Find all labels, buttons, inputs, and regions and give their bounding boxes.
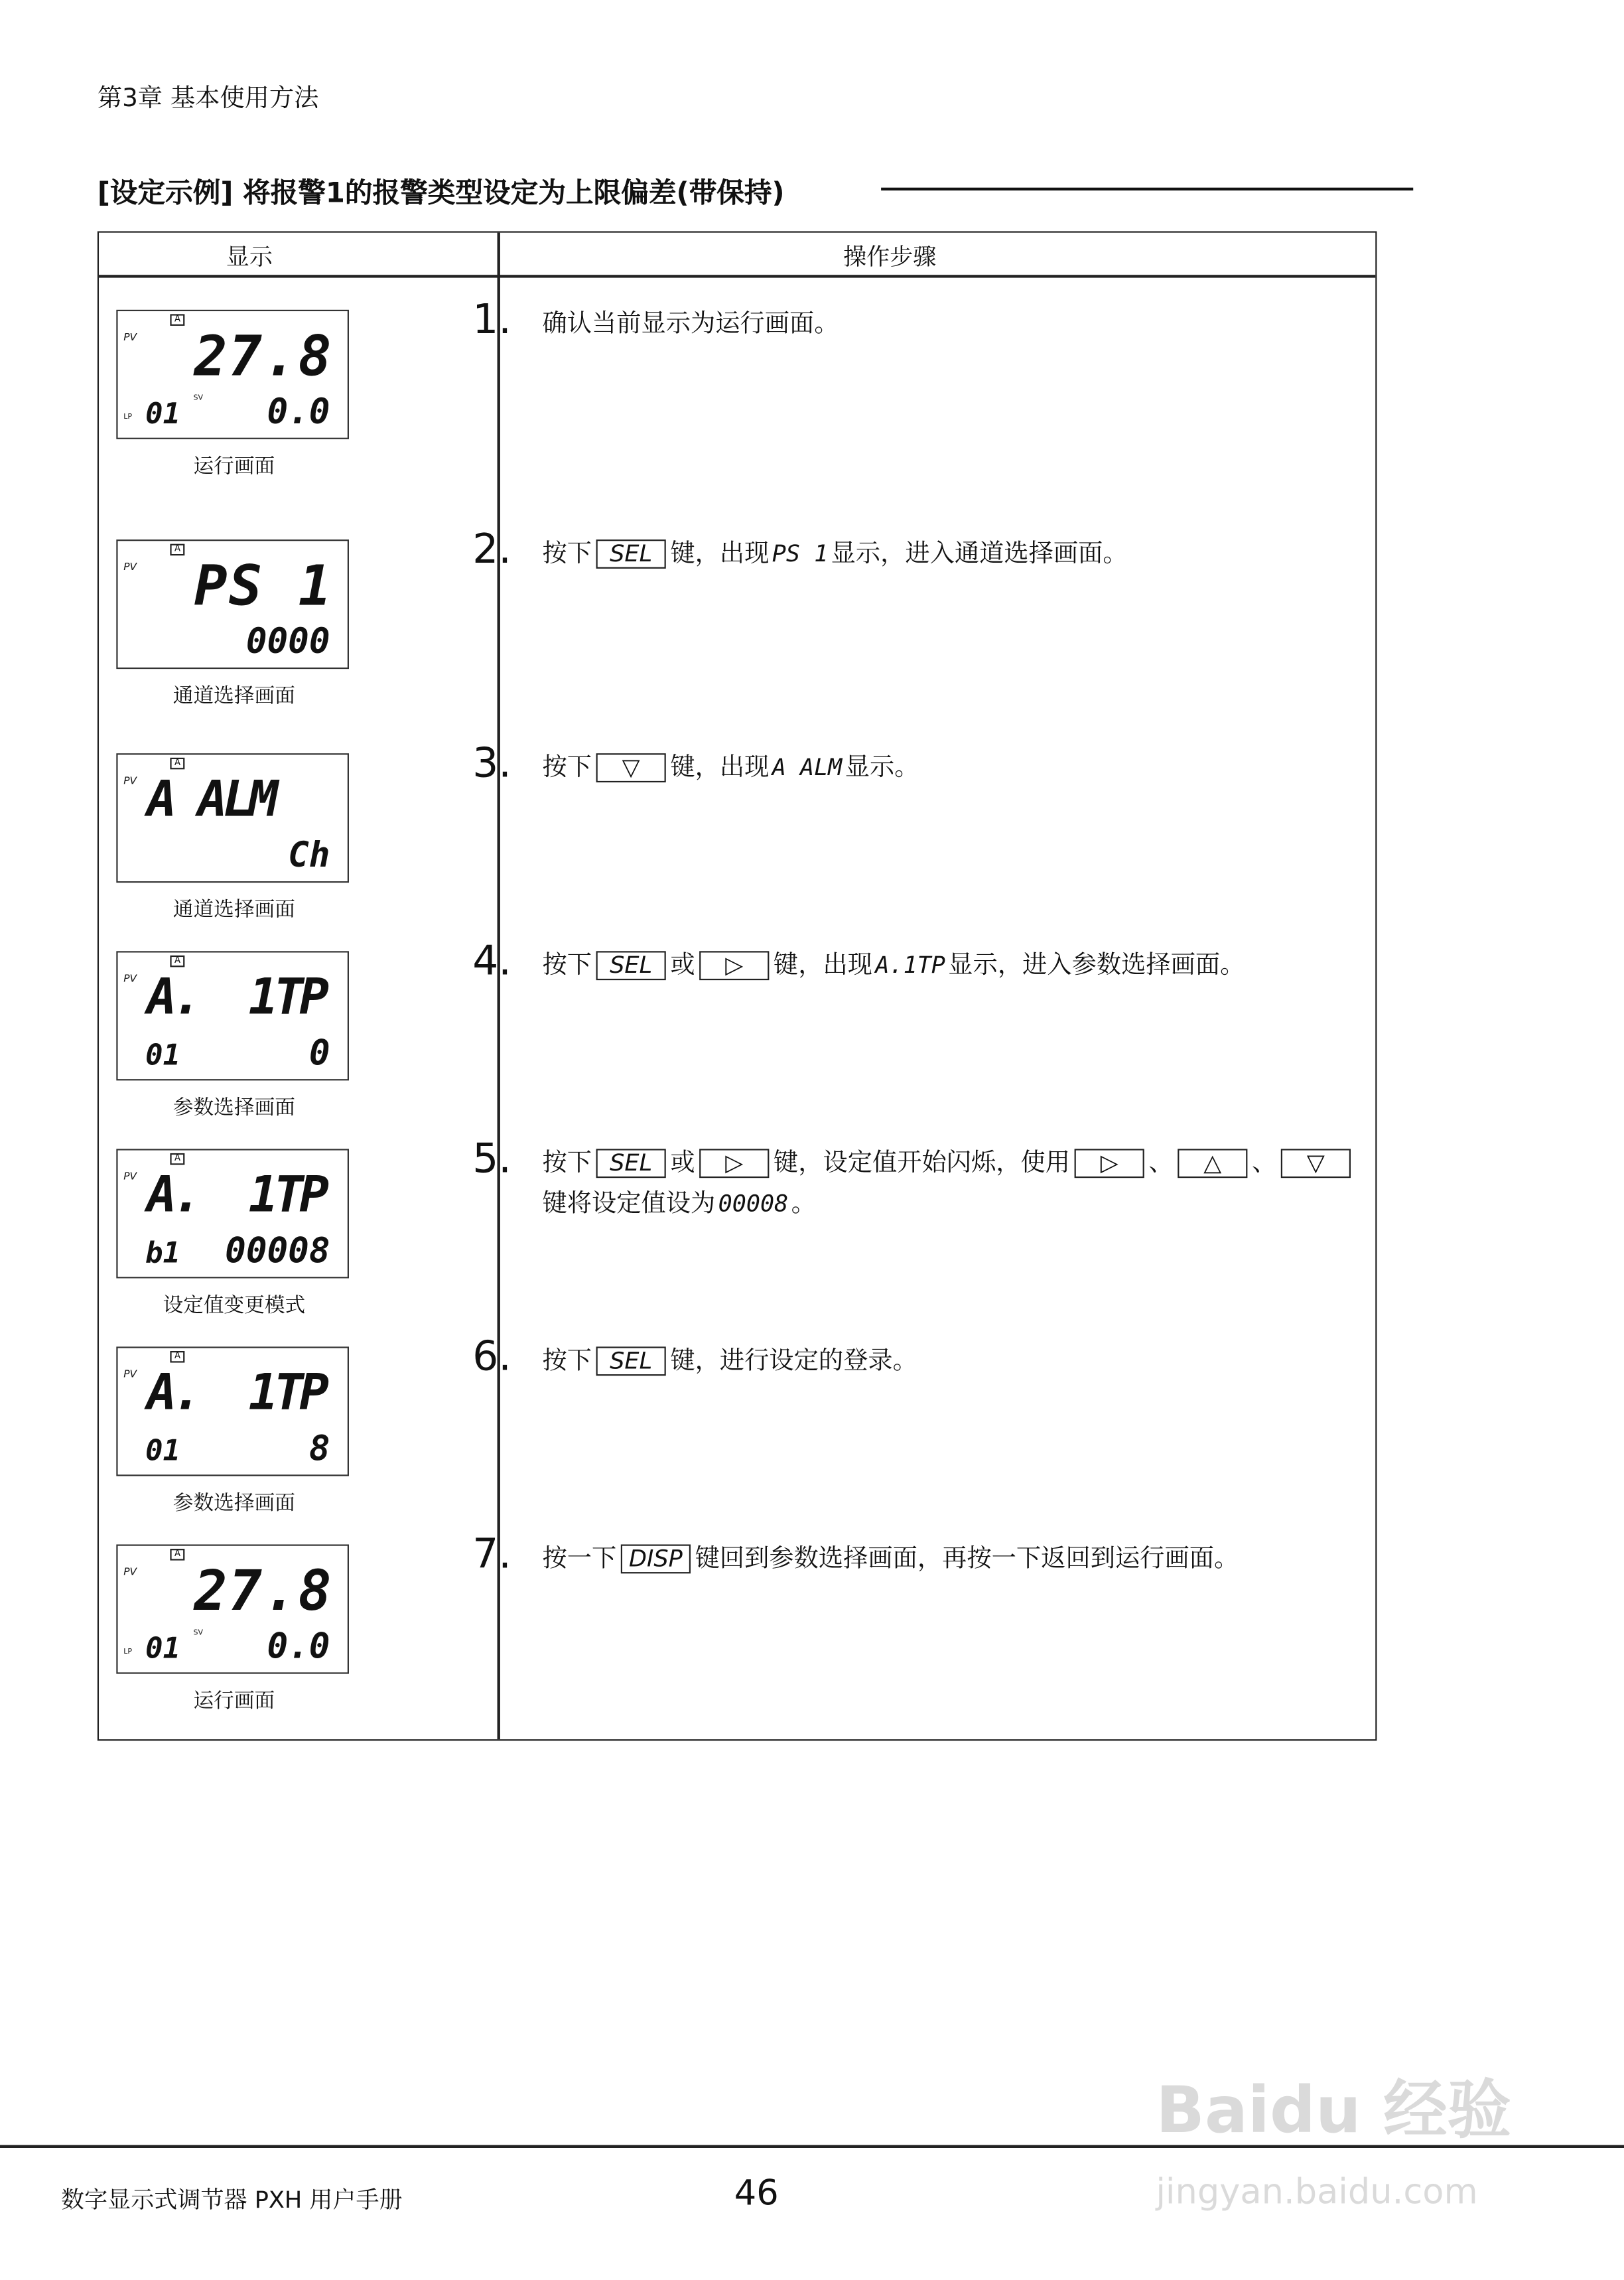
lcd-main-value: A ALM xyxy=(147,770,274,829)
chapter-header: 第3章 基本使用方法 xyxy=(97,84,319,113)
display-caption: 通道选择画面 xyxy=(172,898,295,922)
lcd-display xyxy=(116,951,349,1080)
watermark-brand: Baidu 经验 xyxy=(1156,2074,1512,2148)
key-right: ▷ xyxy=(699,1149,769,1178)
key-disp: DISP xyxy=(621,1544,691,1573)
procedure-table xyxy=(98,231,1377,1741)
step-text-fragment: 按下 xyxy=(542,1149,592,1178)
step-text-fragment: 键，设定值开始闪烁，使用 xyxy=(773,1149,1071,1178)
step-text xyxy=(542,1143,1356,1225)
step-text-fragment: 键将设定值设为 xyxy=(542,1189,716,1219)
key-down: ▽ xyxy=(596,753,666,782)
key-right: ▷ xyxy=(699,951,769,980)
lp-label: LP xyxy=(123,413,133,422)
page-number: 46 xyxy=(734,2173,779,2214)
step-text-fragment: 键，出现 xyxy=(670,539,770,569)
lcd-sub-left: 01 xyxy=(145,395,180,431)
alarm-indicator: A xyxy=(170,758,184,770)
column-divider xyxy=(498,233,500,1739)
alarm-indicator: A xyxy=(170,1351,184,1363)
lcd-text: A.1TP xyxy=(875,951,945,979)
display-caption: 参数选择画面 xyxy=(172,1096,295,1120)
step-text-fragment: 键，进行设定的登录。 xyxy=(670,1346,917,1376)
step-text-fragment: 。 xyxy=(791,1189,816,1219)
step-text-fragment: 按下 xyxy=(542,753,592,783)
alarm-indicator: A xyxy=(170,314,184,326)
step-text-fragment: 显示，进入参数选择画面。 xyxy=(948,951,1245,981)
pv-label: PV xyxy=(123,331,137,344)
display-caption: 运行画面 xyxy=(193,455,275,479)
key-sel: SEL xyxy=(596,539,666,569)
pv-label: PV xyxy=(123,1171,137,1182)
sv-label: SV xyxy=(193,393,203,403)
step-text-fragment: 键，出现 xyxy=(773,951,872,981)
watermark-url: jingyan.baidu.com xyxy=(1156,2171,1478,2212)
lcd-display xyxy=(116,1544,349,1674)
key-sel: SEL xyxy=(596,1346,666,1376)
display-caption: 通道选择画面 xyxy=(172,685,295,709)
key-right: ▷ xyxy=(1075,1149,1144,1178)
lcd-sub-right: 0 xyxy=(308,1033,330,1074)
lcd-display xyxy=(116,753,349,883)
step-text-fragment: 或 xyxy=(670,1149,695,1178)
display-caption: 运行画面 xyxy=(193,1689,275,1713)
step-text-fragment: 按下 xyxy=(542,1346,592,1376)
lcd-main-value: A. 1TP xyxy=(147,1166,325,1225)
step-text-fragment: 键回到参数选择画面，再按一下返回到运行画面。 xyxy=(695,1544,1239,1574)
step-text-fragment: 或 xyxy=(670,951,695,981)
step-number: 4. xyxy=(472,936,511,985)
alarm-indicator: A xyxy=(170,956,184,967)
lcd-sub-left: 01 xyxy=(145,1630,180,1666)
pv-label: PV xyxy=(123,561,137,573)
display-caption: 设定值变更模式 xyxy=(163,1294,306,1318)
lcd-display xyxy=(116,539,349,669)
step-number: 1. xyxy=(472,295,511,344)
lcd-main-value: 27.8 xyxy=(194,324,333,389)
lcd-sub-right: 00008 xyxy=(225,1230,330,1271)
step-text-fragment: 显示。 xyxy=(845,753,919,783)
lp-label: LP xyxy=(123,1648,133,1657)
lcd-main-value: PS 1 xyxy=(194,553,333,618)
lcd-sub-right: 0.0 xyxy=(267,1626,330,1667)
step-text-fragment: 、 xyxy=(1148,1149,1174,1178)
lcd-main-value: A. 1TP xyxy=(147,1364,325,1423)
lcd-sub-left: 01 xyxy=(145,1432,180,1468)
column-header-display: 显示 xyxy=(226,242,273,271)
step-text-fragment: 键，出现 xyxy=(670,753,770,783)
step-text xyxy=(542,1539,1356,1579)
key-sel: SEL xyxy=(596,1149,666,1178)
step-text xyxy=(542,747,1356,788)
lcd-sub-left: b1 xyxy=(145,1234,180,1270)
lcd-display xyxy=(116,1149,349,1278)
lcd-text: 00008 xyxy=(718,1189,789,1218)
step-text-fragment: 显示，进入通道选择画面。 xyxy=(831,539,1128,569)
key-sel: SEL xyxy=(596,951,666,980)
pv-label: PV xyxy=(123,973,137,985)
step-text-fragment: 按一下 xyxy=(542,1544,617,1574)
section-title: [设定示例] 将报警1的报警类型设定为上限偏差(带保持) xyxy=(97,177,785,210)
pv-label: PV xyxy=(123,1368,137,1380)
display-caption: 参数选择画面 xyxy=(172,1492,295,1516)
step-text xyxy=(542,304,1356,344)
lcd-display xyxy=(116,1346,349,1476)
lcd-sub-right: 8 xyxy=(308,1428,330,1469)
sv-label: SV xyxy=(193,1628,203,1638)
step-number: 3. xyxy=(472,739,511,787)
step-number: 6. xyxy=(472,1332,511,1380)
header-divider xyxy=(99,275,1375,277)
lcd-main-value: 27.8 xyxy=(194,1559,333,1623)
lcd-main-value: A. 1TP xyxy=(147,968,325,1027)
step-text-fragment: 按下 xyxy=(542,539,592,569)
step-text-fragment: 按下 xyxy=(542,951,592,981)
step-number: 5. xyxy=(472,1134,511,1182)
alarm-indicator: A xyxy=(170,544,184,556)
key-up: △ xyxy=(1178,1149,1247,1178)
pv-label: PV xyxy=(123,775,137,787)
step-text xyxy=(542,534,1356,574)
alarm-indicator: A xyxy=(170,1153,184,1165)
pv-label: PV xyxy=(123,1566,137,1578)
lcd-sub-right: Ch xyxy=(288,834,330,876)
lcd-sub-left: 01 xyxy=(145,1036,180,1072)
lcd-text: PS 1 xyxy=(772,539,829,567)
step-number: 7. xyxy=(472,1530,511,1578)
step-text-fragment: 确认当前显示为运行画面。 xyxy=(542,309,839,339)
step-text xyxy=(542,946,1356,986)
lcd-display xyxy=(116,310,349,439)
lcd-text: A ALM xyxy=(772,753,843,781)
column-header-steps: 操作步骤 xyxy=(843,242,937,271)
step-text-fragment: 、 xyxy=(1251,1149,1277,1178)
lcd-sub-right: 0000 xyxy=(245,620,330,662)
title-rule xyxy=(881,188,1413,190)
step-text xyxy=(542,1341,1356,1382)
alarm-indicator: A xyxy=(170,1549,184,1561)
footer-manual-title: 数字显示式调节器 PXH 用户手册 xyxy=(61,2185,403,2214)
key-down: ▽ xyxy=(1281,1149,1351,1178)
lcd-sub-right: 0.0 xyxy=(267,391,330,432)
step-number: 2. xyxy=(472,525,511,573)
